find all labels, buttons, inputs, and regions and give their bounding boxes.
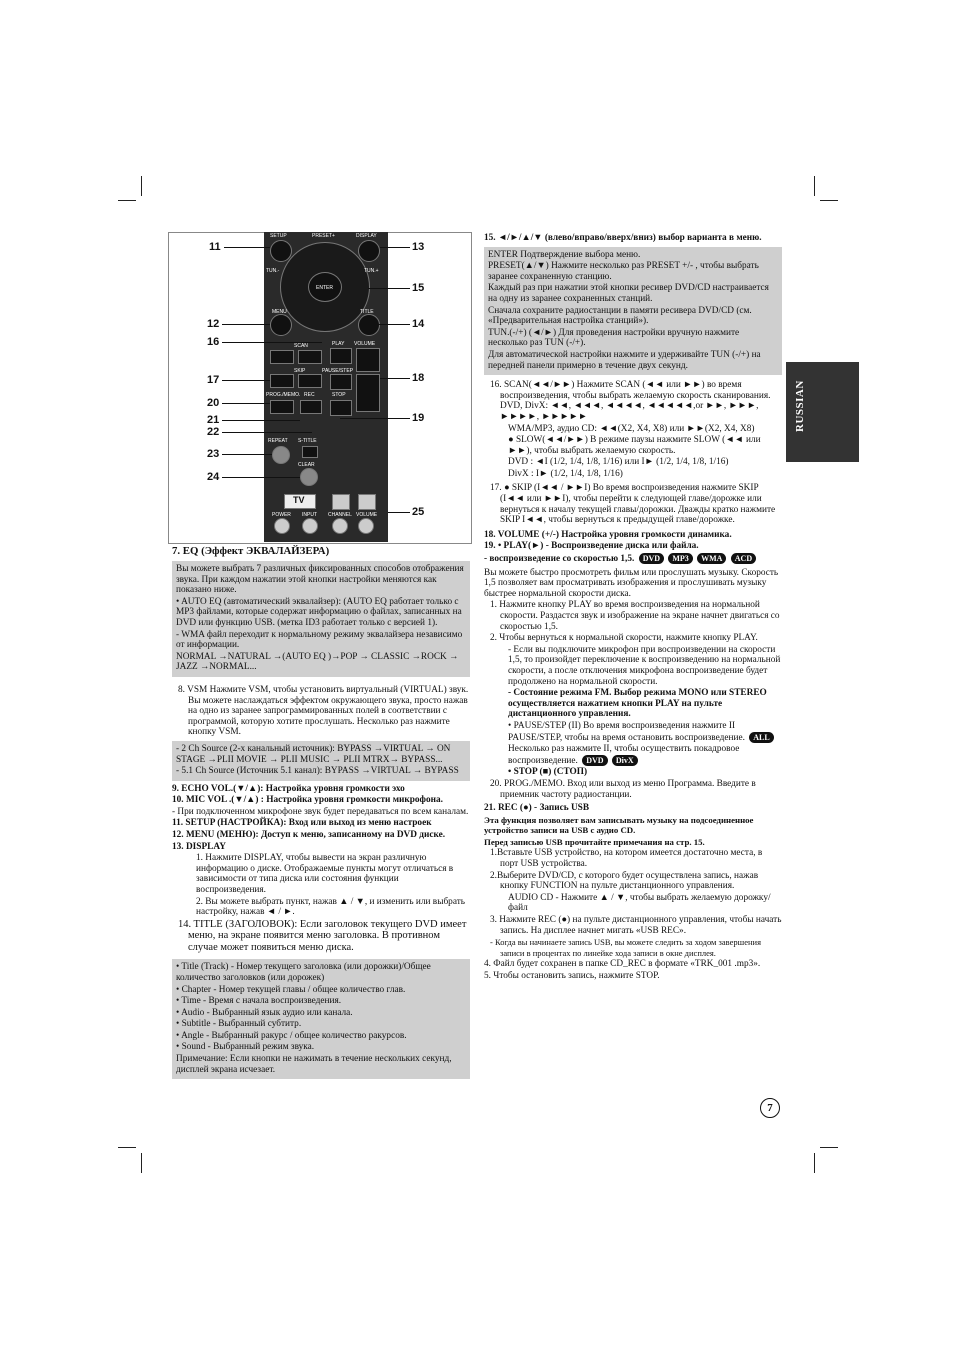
crop-mark bbox=[820, 200, 838, 201]
title-info: • Angle - Выбранный ракурс / общее количество ракурсов. bbox=[176, 1030, 407, 1041]
power-label: POWER bbox=[272, 512, 291, 518]
pause-text: • PAUSE/STEP (II) Во время воспроизведения нажмите II PAUSE/STEP, чтобы на время остановить воспроизведение. bbox=[508, 720, 745, 743]
callout-line bbox=[224, 247, 270, 248]
crop-mark bbox=[820, 1147, 838, 1148]
pause-button bbox=[330, 374, 352, 390]
menu-button bbox=[270, 314, 292, 336]
volume-up-button bbox=[356, 348, 380, 372]
display-button bbox=[358, 240, 380, 262]
all-badge: ALL bbox=[749, 732, 773, 743]
stop-label: STOP bbox=[332, 392, 346, 398]
crop-mark bbox=[141, 1153, 142, 1173]
callout-line bbox=[222, 380, 270, 381]
title-box bbox=[172, 959, 470, 1079]
dvd-badge: DVD bbox=[639, 553, 664, 564]
pause-label: PAUSE/STEP bbox=[322, 368, 354, 374]
title-button bbox=[358, 314, 380, 336]
title-info: • Time - Время с начала воспроизведения. bbox=[176, 996, 342, 1007]
display-label: DISPLAY bbox=[356, 233, 377, 239]
prog-button bbox=[270, 400, 294, 414]
callout-line bbox=[222, 403, 270, 404]
channel-up-button bbox=[332, 494, 350, 510]
stitle-label: S-TITLE bbox=[298, 438, 317, 444]
callout-line bbox=[222, 477, 300, 478]
tv-power-button bbox=[274, 518, 290, 534]
eq-text: - WMA файл переходит к нормальному режиму эквалайзера независимо от информации. bbox=[176, 629, 463, 651]
rec-label: REC bbox=[304, 392, 315, 398]
callout-line bbox=[222, 432, 312, 433]
right-column bbox=[484, 233, 782, 983]
clear-label: CLEAR bbox=[298, 462, 315, 468]
eq-text: • AUTO EQ (автоматический эквалайзер): (AUTO EQ работает только с MP3 файлами, которые содержат информацию о файлах, записанных на DVD или функцию USB. (метка ID3 работает только с версией 1). bbox=[176, 596, 462, 628]
callout-line bbox=[378, 324, 410, 325]
prog-label: PROG./MEMO. bbox=[266, 392, 301, 398]
title-info: • Subtitle - Выбранный субтитр. bbox=[176, 1019, 302, 1030]
item-15: 15. ◄/►/▲/▼ (влево/вправо/вверх/вниз) выбор варианта в меню. bbox=[484, 233, 762, 243]
box15-text: ENTER Подтверждение выбора меню. bbox=[488, 249, 641, 260]
callout-25: 25 bbox=[412, 506, 425, 518]
channel-label: CHANNEL bbox=[328, 512, 352, 518]
mp3-badge: MP3 bbox=[668, 553, 692, 564]
volume-label: VOLUME bbox=[354, 341, 376, 347]
item-19: 19. • PLAY(►) - Воспроизведение диска или файла. bbox=[484, 541, 699, 552]
play-button bbox=[330, 348, 352, 364]
setup-item: 11. SETUP (НАСТРОЙКА): Вход или выход из меню настроек bbox=[172, 818, 432, 829]
callout-line bbox=[222, 324, 270, 325]
skip-forward-button bbox=[298, 374, 322, 388]
callout-line bbox=[222, 454, 272, 455]
wma-badge: WMA bbox=[697, 553, 726, 564]
crop-mark bbox=[141, 176, 142, 196]
repeat-label: REPEAT bbox=[268, 438, 288, 444]
title-note: Примечание: Если кнопки не нажимать в течение нескольких секунд, дисплей экрана исчезает. bbox=[176, 1054, 452, 1075]
enter-box bbox=[484, 247, 782, 376]
callout-18: 18 bbox=[412, 372, 425, 384]
fm-note: - Состояние режима FM. Выбор режима MONO или STEREO осуществляется нажатием кнопки PLAY на пульте дистанционного управления. bbox=[508, 688, 767, 720]
callout-line bbox=[388, 512, 410, 513]
title-info: • Audio - Выбранный язык аудио или канала. bbox=[176, 1007, 353, 1018]
speed-note: - Если вы подключите микрофон при воспроизведении на скорости 1,5, то произойдет переключение к воспроизведению на нормальной скорости, а после отключения микрофона воспроизведение будет продолжено на нормальной скорости. bbox=[508, 644, 781, 687]
rec-step: 3. Нажмите REC (●) на пульте дистанционного управления, чтобы начать запись. На дисплее начнет мигать «USB REC». bbox=[490, 915, 782, 936]
eq-heading: 7. EQ (Эффект ЭКВАЛАЙЗЕРА) bbox=[172, 545, 330, 557]
title-item: 14. TITLE (ЗАГОЛОВОК): Если заголовок текущего DVD имеет меню, на экране появится меню заголовка. В противном случае может появиться меню диска. bbox=[178, 918, 467, 953]
scan-forward-button bbox=[298, 350, 322, 364]
eq-text: NORMAL →NATURAL →(AUTO EQ )→POP → CLASSIC →ROCK → JAZZ →NORMAL... bbox=[176, 651, 459, 673]
callout-12: 12 bbox=[207, 318, 220, 330]
callout-13: 13 bbox=[412, 241, 425, 253]
crop-mark bbox=[118, 200, 136, 201]
language-label: RUSSIAN bbox=[794, 380, 806, 432]
callout-22: 22 bbox=[207, 426, 220, 438]
rec-button bbox=[300, 400, 322, 414]
language-tab bbox=[786, 362, 859, 462]
rec-note: - Когда вы начинаете запись USB, вы можете следить за ходом завершения записи в процентах по линейке хода записи в окне дисплея. bbox=[490, 937, 761, 958]
callout-19: 19 bbox=[412, 412, 425, 424]
menu-label: MENU bbox=[272, 309, 287, 315]
stop-button bbox=[330, 400, 352, 416]
volume-down-button bbox=[356, 374, 380, 412]
callout-21: 21 bbox=[207, 414, 220, 426]
stitle-button bbox=[302, 446, 318, 458]
callout-20: 20 bbox=[207, 397, 220, 409]
mic-note: - При подключенном микрофоне звук будет передаваться по всем каналам. bbox=[172, 806, 469, 817]
title-info: • Sound - Выбранный режим звука. bbox=[176, 1042, 315, 1053]
volume2-label: VOLUME bbox=[356, 512, 378, 518]
tun-minus-label: TUN.- bbox=[266, 268, 280, 274]
speed-step: 2. Чтобы вернуться к нормальной скорости, нажмите кнопку PLAY. bbox=[490, 633, 758, 644]
slow-divx: DivX : I► (1/2, 1/4, 1/8, 1/16) bbox=[508, 468, 623, 479]
acd-badge: ACD bbox=[731, 553, 756, 564]
display-item: 13. DISPLAY bbox=[172, 841, 226, 852]
box15-text: PRESET(▲/▼) Нажмите несколько раз PRESET +/- , чтобы выбрать заранее сохраненную станцию. bbox=[488, 261, 759, 282]
callout-23: 23 bbox=[207, 448, 220, 460]
callout-line bbox=[222, 420, 300, 421]
page-number: 7 bbox=[760, 1098, 780, 1118]
item-16: 16. SCAN(◄◄/►►) Нажмите SCAN (◄◄ или ►►) во время воспроизведения, чтобы выбрать желаемую скорость сканирования. DVD, DivX: ◄◄, ◄◄◄, ◄◄◄◄, ◄◄◄◄◄,or ►►, ►►►, ►►►►, ►►►►► bbox=[490, 380, 771, 422]
dvd-badge: DVD bbox=[582, 755, 607, 766]
crop-mark bbox=[814, 1153, 815, 1173]
callout-line bbox=[340, 418, 410, 419]
eq-box bbox=[172, 561, 470, 677]
rec-warning: Перед записью USB прочитайте примечания на стр. 15. bbox=[484, 836, 705, 847]
rec-step: 5. Чтобы остановить запись, нажмите STOP. bbox=[484, 971, 660, 981]
crop-mark bbox=[814, 176, 815, 196]
callout-11: 11 bbox=[209, 241, 221, 253]
item-17: 17. ● SKIP (I◄◄ / ►►I) Во время воспроизведения нажмите SKIP (I◄◄ или ►►I), чтобы перейти к следующей главе/дорожке или вернуться к началу текущей главы/дорожки. Дважды кратко нажмите SKIP I◄◄, чтобы вернуться к предыдущей главе/дорожке. bbox=[490, 483, 776, 526]
slow-item: ● SLOW(◄◄/►►) В режиме паузы нажмите SLOW (◄◄ или ►►), чтобы выбрать желаемую скорость. bbox=[508, 435, 761, 456]
callout-line bbox=[368, 288, 410, 289]
title-label: TITLE bbox=[360, 309, 374, 315]
rec-intro: Эта функция позволяет вам записывать музыку на подсоединенное устройство записи на USB с аудио CD. bbox=[484, 814, 754, 836]
skip-back-button bbox=[270, 374, 294, 388]
vsm-item: 8. VSM Нажмите VSM, чтобы установить виртуальный (VIRTUAL) звук. Вы можете наслаждаться эффектом окружающего звука, просто нажав на одно из заранее запрограммированных полей в соответствии с программой, которую хотите прослушать. Несколько раз нажмите кнопку VSM. bbox=[178, 684, 469, 738]
item-18: 18. VOLUME (+/-) Настройка уровня громкости динамика. bbox=[484, 529, 732, 540]
enter-label: ENTER bbox=[316, 285, 333, 291]
volume-minus-button bbox=[358, 518, 374, 534]
divx-badge: DivX bbox=[612, 755, 638, 766]
channel-down-button bbox=[332, 518, 348, 534]
left-column bbox=[172, 545, 470, 1082]
echo-item: 9. ECHO VOL.(▼/▲): Настройка уровня громкости эхо bbox=[172, 783, 405, 794]
title-info: • Title (Track) - Номер текущего заголовка (или дорожки)/Общее количество заголовков (или дорожек) bbox=[176, 962, 431, 983]
callout-line bbox=[222, 342, 322, 343]
pause-step-text: Несколько раз нажмите II, чтобы осуществить покадровое воспроизведение. bbox=[508, 744, 740, 766]
clear-button bbox=[300, 468, 318, 486]
crop-mark bbox=[118, 1147, 136, 1148]
callout-line bbox=[380, 247, 410, 248]
box15-text: Для автоматической настройки нажмите и удерживайте TUN (-/+) на передней панели примерно в течение двух секунд. bbox=[488, 349, 761, 371]
box15-text: Каждый раз при нажатии этой кнопки ресивер DVD/CD настраивается на одну из заранее сохраненных станций. bbox=[488, 283, 769, 304]
preset-label: PRESET+ bbox=[312, 233, 335, 239]
rec-step: AUDIO CD - Нажмите ▲ / ▼, чтобы выбрать желаемую дорожку/файл bbox=[508, 892, 771, 914]
speed-item bbox=[484, 553, 782, 565]
scan-label: SCAN bbox=[294, 343, 308, 349]
input-label: INPUT bbox=[302, 512, 317, 518]
callout-16: 16 bbox=[207, 336, 220, 348]
item-20: 20. PROG./MEMO. Вход или выход из меню Программа. Введите в приемник частоту радиостанции. bbox=[490, 778, 756, 800]
callout-15: 15 bbox=[412, 282, 425, 294]
skip-label: SKIP bbox=[294, 368, 306, 374]
play-label: PLAY bbox=[332, 341, 345, 347]
speed-desc: Вы можете быстро просмотреть фильм или прослушать музыку. Скорость 1,5 позволяет вам просматривать изображения и прослушивать музыку быстрее нормальной скорости диска. bbox=[484, 567, 779, 599]
item-21: 21. REC (●) - Запись USB bbox=[484, 803, 590, 814]
display-step: 1. Нажмите DISPLAY, чтобы вывести на экран различную информацию о диске. Отображаемые пункты могут отличаться в зависимости от типа диска или состояния функции воспроизведения. bbox=[196, 853, 454, 896]
callout-17: 17 bbox=[207, 374, 220, 386]
pause-step bbox=[484, 744, 782, 766]
rec-step: 4. Файл будет сохранен в папке CD_REC в формате «TRK_001 .mp3». bbox=[484, 959, 761, 970]
repeat-button bbox=[272, 446, 290, 464]
title-info: • Chapter - Номер текущей главы / общее количество глав. bbox=[176, 984, 406, 995]
vsm-text: - 2 Ch Source (2-х канальный источник): BYPASS →VIRTUAL → ON STAGE →PLII MOVIE → PLII MUSIC → PLII MTRX→ BYPASS... bbox=[176, 743, 451, 765]
tun-plus-label: TUN.+ bbox=[364, 268, 379, 274]
rec-step: 1.Вставьте USB устройство, на котором имеется достаточно места, в порт USB устройства. bbox=[490, 848, 763, 870]
scan-back-button bbox=[270, 350, 294, 364]
callout-14: 14 bbox=[412, 318, 425, 330]
box15-text: TUN.(-/+) (◄/►) Для проведения настройки вручную нажмите несколько раз TUN (-/+). bbox=[488, 327, 740, 349]
speed-step: 1. Нажмите кнопку PLAY во время воспроизведения на нормальной скорости. Раздастся звук и изображение на экране начнет двигаться со скоростью 1,5. bbox=[490, 600, 780, 632]
rec-step: 2.Выберите DVD/CD, с которого будет осуществлена запись, нажав кнопку FUNCTION на пульте дистанционного управления. bbox=[490, 870, 759, 892]
item-16-audio: WMA/MP3, аудио CD: ◄◄(X2, X4, X8) или ►►(X2, X4, X8) bbox=[508, 423, 755, 434]
tv-input-button bbox=[302, 518, 318, 534]
eq-text: Вы можете выбрать 7 различных фиксированных способов отображения звука. При каждом нажатии этой кнопки настройки меняются как показано ниже. bbox=[176, 564, 464, 596]
volume-plus-button bbox=[358, 494, 376, 510]
speed-label: - воспроизведение со скоростью 1,5. bbox=[484, 554, 635, 565]
vsm-box bbox=[172, 741, 470, 781]
tv-label: TV bbox=[293, 495, 305, 505]
menu-item: 12. MENU (МЕНЮ): Доступ к меню, записанному на DVD диске. bbox=[172, 830, 446, 841]
callout-24: 24 bbox=[207, 471, 220, 483]
display-step: 2. Вы можете выбрать пункт, нажав ▲ / ▼, и изменить или выбрать настройку, нажав ◄ / ►. bbox=[196, 896, 466, 918]
mic-item: 10. MIC VOL .(▼/▲) : Настройка уровня громкости микрофона. bbox=[172, 795, 443, 806]
vsm-text: - 5.1 Ch Source (Источник 5.1 канал): BYPASS →VIRTUAL → BYPASS bbox=[176, 766, 459, 777]
box15-text: Сначала сохраните радиостанции в памяти ресивера DVD/CD (см. «Предварительная настройка станций»). bbox=[488, 305, 752, 327]
slow-dvd: DVD : ◄I (1/2, 1/4, 1/8, 1/16) или I► (1/2, 1/4, 1/8, 1/16) bbox=[508, 457, 729, 468]
callout-line bbox=[380, 378, 410, 379]
remote-control bbox=[264, 232, 388, 542]
stop-item: • STOP (■) (СТОП) bbox=[508, 767, 588, 778]
pause-item bbox=[484, 721, 782, 743]
setup-label: SETUP bbox=[270, 233, 287, 239]
